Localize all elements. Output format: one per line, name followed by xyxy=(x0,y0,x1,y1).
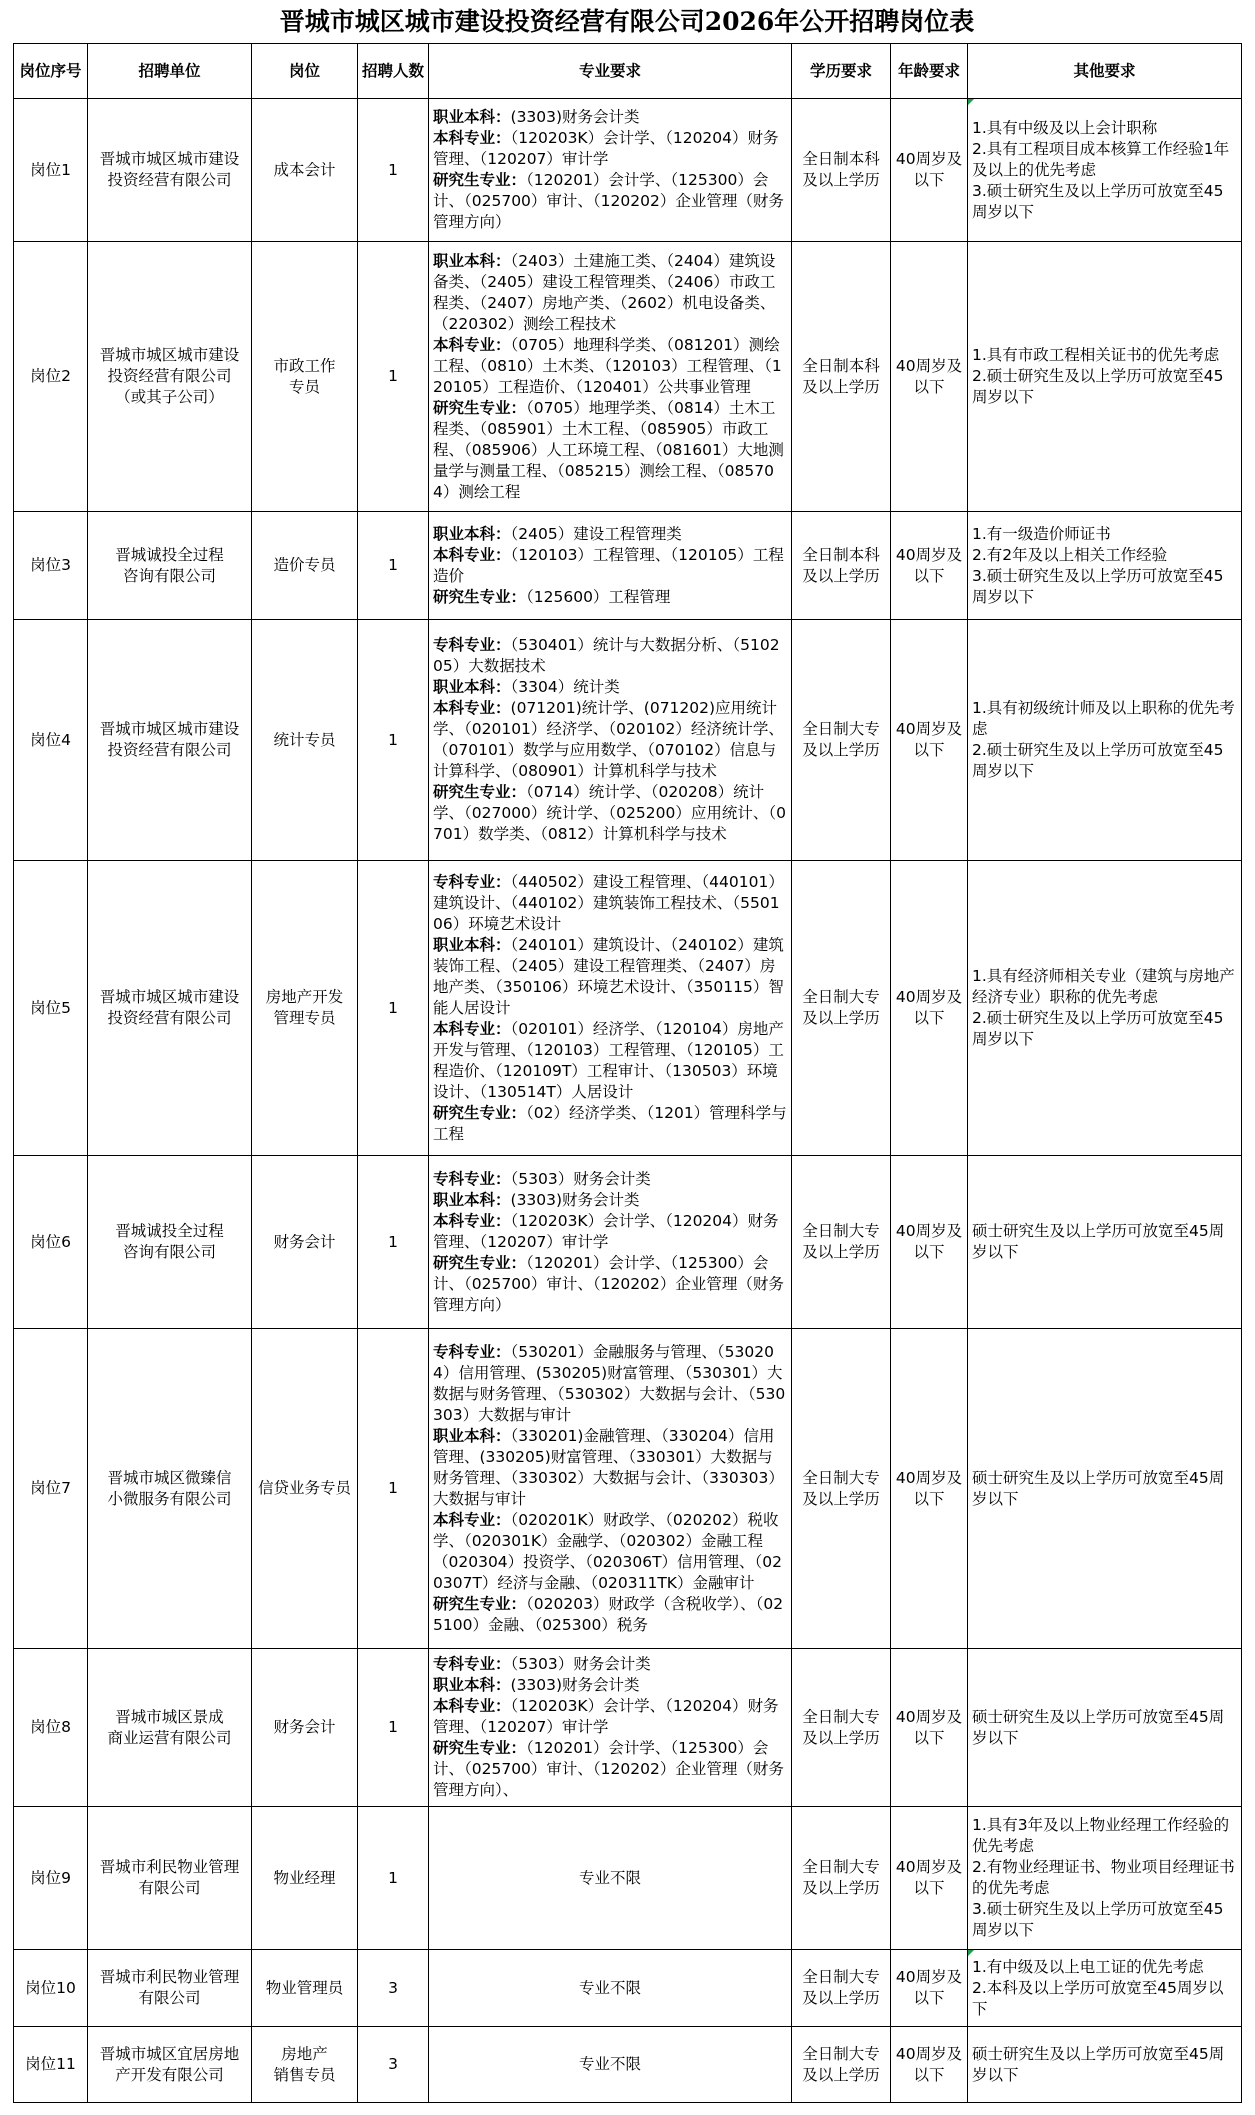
major-label: 研究生专业： xyxy=(433,1103,527,1122)
major-cell: 专业不限 xyxy=(429,1950,792,2027)
major-text: （530201）金融服务与管理、（530204）信用管理、(530205)财富管理、（530301）大数据与财务管理、（530302）大数据与会计、（530303）大数据与审计 xyxy=(433,1342,786,1424)
major-label: 专科专业： xyxy=(433,872,511,891)
position-cell: 成本会计 xyxy=(252,99,358,242)
major-label: 本科专业： xyxy=(433,1697,511,1715)
major-item xyxy=(433,587,787,608)
header-other: 其他要求 xyxy=(968,44,1242,99)
header-row xyxy=(14,44,1242,99)
other-item: 2.硕士研究生及以上学历可放宽至45周岁以下 xyxy=(972,741,1224,780)
other-cell xyxy=(968,620,1242,861)
unit-cell: 晋城市城区宜居房地 产开发有限公司 xyxy=(88,2027,252,2103)
major-label: 本科专业： xyxy=(433,1019,511,1038)
major-label: 研究生专业： xyxy=(433,171,527,189)
education-cell: 全日制大专 及以上学历 xyxy=(792,1649,891,1807)
header-age: 年龄要求 xyxy=(891,44,968,99)
other-item: 硕士研究生及以上学历可放宽至45周岁以下 xyxy=(972,1707,1225,1747)
major-text: （120203K）会计学、（120204）财务管理、（120207）审计学 xyxy=(433,1211,779,1251)
other-cell xyxy=(968,861,1242,1156)
major-item xyxy=(433,635,787,677)
table-row xyxy=(14,861,1242,1156)
unit-cell: 晋城市利民物业管理 有限公司 xyxy=(88,1807,252,1950)
other-cell xyxy=(968,2027,1242,2103)
major-text: （240101）建筑设计、（240102）建筑装饰工程、（2405）建设工程管理类、（2407）房地产类、（350106）环境艺术设计、（350115）智能人居设计 xyxy=(433,935,784,1017)
major-text: （5303）财务会计类 xyxy=(510,1655,651,1673)
seq-cell: 岗位5 xyxy=(14,861,88,1156)
other-item: 硕士研究生及以上学历可放宽至45周岁以下 xyxy=(972,1468,1225,1508)
major-text: （120203K）会计学、（120204）财务管理、（120207）审计学 xyxy=(433,1697,779,1736)
major-label: 研究生专业： xyxy=(433,1594,527,1613)
major-item xyxy=(433,128,787,170)
major-item xyxy=(433,1654,787,1675)
major-label: 专科专业： xyxy=(433,1342,511,1361)
major-item xyxy=(433,1019,787,1103)
position-cell: 物业经理 xyxy=(252,1807,358,1950)
other-item: 2.本科及以上学历可放宽至45周岁以下 xyxy=(972,1978,1224,2018)
other-item: 1.具有中级及以上会计职称 xyxy=(972,118,1158,137)
major-label: 研究生专业： xyxy=(433,783,527,801)
major-cell xyxy=(429,1649,792,1807)
major-label: 专科专业： xyxy=(433,1655,511,1673)
other-item: 硕士研究生及以上学历可放宽至45周岁以下 xyxy=(972,1222,1225,1261)
major-item xyxy=(433,1211,787,1253)
unit-cell: 晋城市城区景成 商业运营有限公司 xyxy=(88,1649,252,1807)
major-label: 职业本科： xyxy=(433,108,511,126)
other-cell xyxy=(968,1807,1242,1950)
major-text: （0705）地理学类、（0814）土木工程类、（085901）土木工程、（085905）市政工程、（085906）人工环境工程、（081601）大地测量学与测量工程、（085215）测绘工程、（085704）测绘工程 xyxy=(433,398,784,501)
table-row xyxy=(14,1156,1242,1329)
table-row xyxy=(14,1649,1242,1807)
unit-cell: 晋城诚投全过程 咨询有限公司 xyxy=(88,1156,252,1329)
major-text: （0714）统计学、（020208）统计学、（027000）统计学、（025200）应用统计、（0701）数学类、（0812）计算机科学与技术 xyxy=(433,783,786,843)
major-label: 本科专业： xyxy=(433,335,511,354)
seq-cell: 岗位1 xyxy=(14,99,88,242)
unit-cell: 晋城市城区城市建设 投资经营有限公司 xyxy=(88,620,252,861)
count-cell: 1 xyxy=(358,1807,429,1950)
age-cell: 40周岁及 以下 xyxy=(891,1807,968,1950)
major-label: 本科专业： xyxy=(433,1510,511,1529)
note-marker-icon xyxy=(968,99,974,105)
major-label: 研究生专业： xyxy=(433,587,527,606)
other-item: 1.具有市政工程相关证书的优先考虑 xyxy=(972,346,1220,364)
count-cell: 1 xyxy=(358,242,429,512)
other-item: 硕士研究生及以上学历可放宽至45周岁以下 xyxy=(972,2044,1225,2084)
other-item: 1.有一级造价师证书 xyxy=(972,524,1111,543)
major-cell xyxy=(429,620,792,861)
seq-cell: 岗位7 xyxy=(14,1329,88,1649)
page-title: 晋城市城区城市建设投资经营有限公司2026年公开招聘岗位表 xyxy=(279,7,975,36)
other-item: 2.有2年及以上相关工作经验 xyxy=(972,545,1168,564)
major-label: 职业本科： xyxy=(433,1676,511,1694)
table-row xyxy=(14,99,1242,242)
age-cell: 40周岁及 以下 xyxy=(891,1649,968,1807)
major-cell xyxy=(429,1156,792,1329)
unit-cell: 晋城市城区城市建设 投资经营有限公司 （或其子公司） xyxy=(88,242,252,512)
table-row xyxy=(14,512,1242,620)
major-item xyxy=(433,935,787,1019)
other-cell xyxy=(968,242,1242,512)
seq-cell: 岗位6 xyxy=(14,1156,88,1329)
major-text: （530401）统计与大数据分析、（510205）大数据技术 xyxy=(433,636,780,675)
major-text: （440502）建设工程管理、（440101）建筑设计、（440102）建筑装饰工程技术、（550106）环境艺术设计 xyxy=(433,872,784,933)
major-label: 研究生专业： xyxy=(433,398,527,417)
unit-cell: 晋城市利民物业管理 有限公司 xyxy=(88,1950,252,2027)
major-text: （020101）经济学、（120104）房地产开发与管理、（120103）工程管理、（120105）工程造价、（120109T）工程审计、（130503）环境设计、（130514T）人居设计 xyxy=(433,1019,784,1101)
major-text: （120201）会计学、（125300）会计、（025700）审计、（120202）企业管理（财务管理方向）、 xyxy=(433,1739,784,1799)
seq-cell: 岗位10 xyxy=(14,1950,88,2027)
major-cell xyxy=(429,512,792,620)
other-item: 2.硕士研究生及以上学历可放宽至45周岁以下 xyxy=(972,1009,1224,1048)
count-cell: 1 xyxy=(358,1329,429,1649)
major-text: （120201）会计学、（125300）会计、（025700）审计、（120202）企业管理（财务管理方向） xyxy=(433,1253,784,1314)
count-cell: 1 xyxy=(358,99,429,242)
seq-cell: 岗位3 xyxy=(14,512,88,620)
education-cell: 全日制大专 及以上学历 xyxy=(792,861,891,1156)
other-cell xyxy=(968,1950,1242,2027)
major-item xyxy=(433,398,787,503)
age-cell: 40周岁及 以下 xyxy=(891,861,968,1156)
position-cell: 信贷业务专员 xyxy=(252,1329,358,1649)
count-cell: 1 xyxy=(358,1156,429,1329)
major-label: 专科专业： xyxy=(433,1169,511,1188)
major-text: （120103）工程管理、（120105）工程造价 xyxy=(433,545,784,585)
major-label: 职业本科： xyxy=(433,935,511,954)
other-cell xyxy=(968,99,1242,242)
education-cell: 全日制大专 及以上学历 xyxy=(792,1950,891,2027)
seq-cell: 岗位11 xyxy=(14,2027,88,2103)
table-row xyxy=(14,1950,1242,2027)
position-cell: 财务会计 xyxy=(252,1649,358,1807)
major-cell xyxy=(429,99,792,242)
other-cell xyxy=(968,1156,1242,1329)
major-item xyxy=(433,677,787,698)
other-item: 2.硕士研究生及以上学历可放宽至45周岁以下 xyxy=(972,367,1224,406)
other-cell xyxy=(968,1649,1242,1807)
major-text: （0705）地理科学类、（081201）测绘工程、（0810）土木类、（120103）工程管理、（120105）工程造价、（120401）公共事业管理 xyxy=(433,335,782,396)
age-cell: 40周岁及 以下 xyxy=(891,512,968,620)
header-seq: 岗位序号 xyxy=(14,44,88,99)
header-major: 专业要求 xyxy=(429,44,792,99)
education-cell: 全日制本科 及以上学历 xyxy=(792,242,891,512)
major-item xyxy=(433,1253,787,1316)
position-cell: 财务会计 xyxy=(252,1156,358,1329)
major-text: （330201)金融管理、（330204）信用管理、(330205)财富管理、（330301）大数据与财务管理、（330302）大数据与会计、（330303）大数据与审计 xyxy=(433,1426,784,1508)
table-row xyxy=(14,1807,1242,1950)
table-row xyxy=(14,242,1242,512)
major-label: 本科专业： xyxy=(433,1211,511,1230)
education-cell: 全日制本科 及以上学历 xyxy=(792,99,891,242)
major-text: (3303)财务会计类 xyxy=(510,1190,640,1209)
major-text: (3303)财务会计类 xyxy=(510,108,640,126)
other-item: 2.具有工程项目成本核算工作经验1年及以上的优先考虑 xyxy=(972,139,1230,179)
age-cell: 40周岁及 以下 xyxy=(891,2027,968,2103)
age-cell: 40周岁及 以下 xyxy=(891,1156,968,1329)
position-cell: 市政工作 专员 xyxy=(252,242,358,512)
count-cell: 1 xyxy=(358,620,429,861)
major-text: (071201)统计学、(071202)应用统计学、（020101）经济学、（020102）经济统计学、（070101）数学与应用数学、（070102）信息与计算科学、（080901）计算机科学与技术 xyxy=(433,699,784,780)
count-cell: 1 xyxy=(358,512,429,620)
unit-cell: 晋城市城区微臻信 小微服务有限公司 xyxy=(88,1329,252,1649)
count-cell: 1 xyxy=(358,861,429,1156)
major-cell: 专业不限 xyxy=(429,2027,792,2103)
major-label: 专科专业： xyxy=(433,636,511,654)
table-body xyxy=(14,99,1242,2103)
education-cell: 全日制大专 及以上学历 xyxy=(792,1329,891,1649)
major-item xyxy=(433,545,787,587)
note-marker-icon xyxy=(968,1950,974,1956)
major-label: 职业本科： xyxy=(433,1190,511,1209)
other-item: 2.有物业经理证书、物业项目经理证书的优先考虑 xyxy=(972,1858,1235,1897)
major-text: （020203）财政学（含税收学）、（025100）金融、（025300）税务 xyxy=(433,1594,784,1634)
major-text: （120201）会计学、（125300）会计、（025700）审计、（120202）企业管理（财务管理方向） xyxy=(433,171,784,231)
education-cell: 全日制大专 及以上学历 xyxy=(792,1807,891,1950)
major-item xyxy=(433,1426,787,1510)
major-item xyxy=(433,782,787,845)
major-text: （2403）土建施工类、（2404）建筑设备类、（2405）建设工程管理类、（2406）市政工程类、（2407）房地产类、（2602）机电设备类、（220302）测绘工程技术 xyxy=(433,251,776,333)
major-label: 职业本科： xyxy=(433,524,511,543)
age-cell: 40周岁及 以下 xyxy=(891,1950,968,2027)
major-text: （2405）建设工程管理类 xyxy=(510,524,682,543)
age-cell: 40周岁及 以下 xyxy=(891,1329,968,1649)
major-item xyxy=(433,1510,787,1594)
major-item xyxy=(433,1594,787,1636)
position-cell: 统计专员 xyxy=(252,620,358,861)
major-cell: 专业不限 xyxy=(429,1807,792,1950)
table-row xyxy=(14,2027,1242,2103)
major-item xyxy=(433,1675,787,1696)
major-label: 本科专业： xyxy=(433,129,511,147)
count-cell: 3 xyxy=(358,1950,429,2027)
major-label: 职业本科： xyxy=(433,251,511,270)
age-cell: 40周岁及 以下 xyxy=(891,242,968,512)
major-label: 本科专业： xyxy=(433,699,511,717)
other-item: 1.具有初级统计师及以上职称的优先考虑 xyxy=(972,699,1235,738)
age-cell: 40周岁及 以下 xyxy=(891,99,968,242)
major-text: （120203K）会计学、（120204）财务管理、（120207）审计学 xyxy=(433,129,779,168)
table-row xyxy=(14,620,1242,861)
position-cell: 物业管理员 xyxy=(252,1950,358,2027)
other-item: 3.硕士研究生及以上学历可放宽至45周岁以下 xyxy=(972,566,1224,606)
position-cell: 造价专员 xyxy=(252,512,358,620)
major-item xyxy=(433,1738,787,1801)
major-label: 职业本科： xyxy=(433,678,511,696)
header-count: 招聘人数 xyxy=(358,44,429,99)
major-text: （3304）统计类 xyxy=(510,678,620,696)
major-label: 研究生专业： xyxy=(433,1739,527,1757)
seq-cell: 岗位4 xyxy=(14,620,88,861)
seq-cell: 岗位8 xyxy=(14,1649,88,1807)
education-cell: 全日制本科 及以上学历 xyxy=(792,512,891,620)
position-cell: 房地产开发 管理专员 xyxy=(252,861,358,1156)
major-item xyxy=(433,251,787,335)
major-item xyxy=(433,524,787,545)
major-item xyxy=(433,107,787,128)
major-label: 职业本科： xyxy=(433,1426,511,1445)
major-text: （020201K）财政学、（020202）税收学、（020301K）金融学、（020302）金融工程（020304）投资学、（020306T）信用管理、（020307T）经济与金融、（020311TK）金融审计 xyxy=(433,1510,783,1592)
other-item: 3.硕士研究生及以上学历可放宽至45周岁以下 xyxy=(972,181,1224,221)
major-item xyxy=(433,335,787,398)
major-text: （5303）财务会计类 xyxy=(510,1169,651,1188)
unit-cell: 晋城市城区城市建设 投资经营有限公司 xyxy=(88,99,252,242)
major-item xyxy=(433,1342,787,1426)
education-cell: 全日制大专 及以上学历 xyxy=(792,2027,891,2103)
education-cell: 全日制大专 及以上学历 xyxy=(792,620,891,861)
major-label: 本科专业： xyxy=(433,545,511,564)
major-text: （02）经济学类、（1201）管理科学与工程 xyxy=(433,1103,787,1143)
header-education: 学历要求 xyxy=(792,44,891,99)
major-item xyxy=(433,1696,787,1738)
major-cell xyxy=(429,861,792,1156)
other-cell xyxy=(968,1329,1242,1649)
seq-cell: 岗位9 xyxy=(14,1807,88,1950)
table-row xyxy=(14,1329,1242,1649)
position-cell: 房地产 销售专员 xyxy=(252,2027,358,2103)
other-item: 1.具有经济师相关专业（建筑与房地产经济专业）职称的优先考虑 xyxy=(972,967,1235,1006)
job-table xyxy=(13,43,1242,2103)
unit-cell: 晋城诚投全过程 咨询有限公司 xyxy=(88,512,252,620)
other-cell xyxy=(968,512,1242,620)
count-cell: 1 xyxy=(358,1649,429,1807)
age-cell: 40周岁及 以下 xyxy=(891,620,968,861)
major-item xyxy=(433,170,787,233)
other-item: 1.有中级及以上电工证的优先考虑 xyxy=(972,1957,1204,1976)
header-position: 岗位 xyxy=(252,44,358,99)
other-item: 1.具有3年及以上物业经理工作经验的优先考虑 xyxy=(972,1816,1230,1855)
count-cell: 3 xyxy=(358,2027,429,2103)
major-item xyxy=(433,1190,787,1211)
major-text: （125600）工程管理 xyxy=(526,587,671,606)
major-label: 研究生专业： xyxy=(433,1253,527,1272)
major-text: (3303)财务会计类 xyxy=(510,1676,640,1694)
major-item xyxy=(433,1103,787,1145)
major-item xyxy=(433,872,787,935)
unit-cell: 晋城市城区城市建设 投资经营有限公司 xyxy=(88,861,252,1156)
major-item xyxy=(433,698,787,782)
seq-cell: 岗位2 xyxy=(14,242,88,512)
other-item: 3.硕士研究生及以上学历可放宽至45周岁以下 xyxy=(972,1900,1224,1939)
header-unit: 招聘单位 xyxy=(88,44,252,99)
education-cell: 全日制大专 及以上学历 xyxy=(792,1156,891,1329)
major-cell xyxy=(429,242,792,512)
major-cell xyxy=(429,1329,792,1649)
major-item xyxy=(433,1169,787,1190)
